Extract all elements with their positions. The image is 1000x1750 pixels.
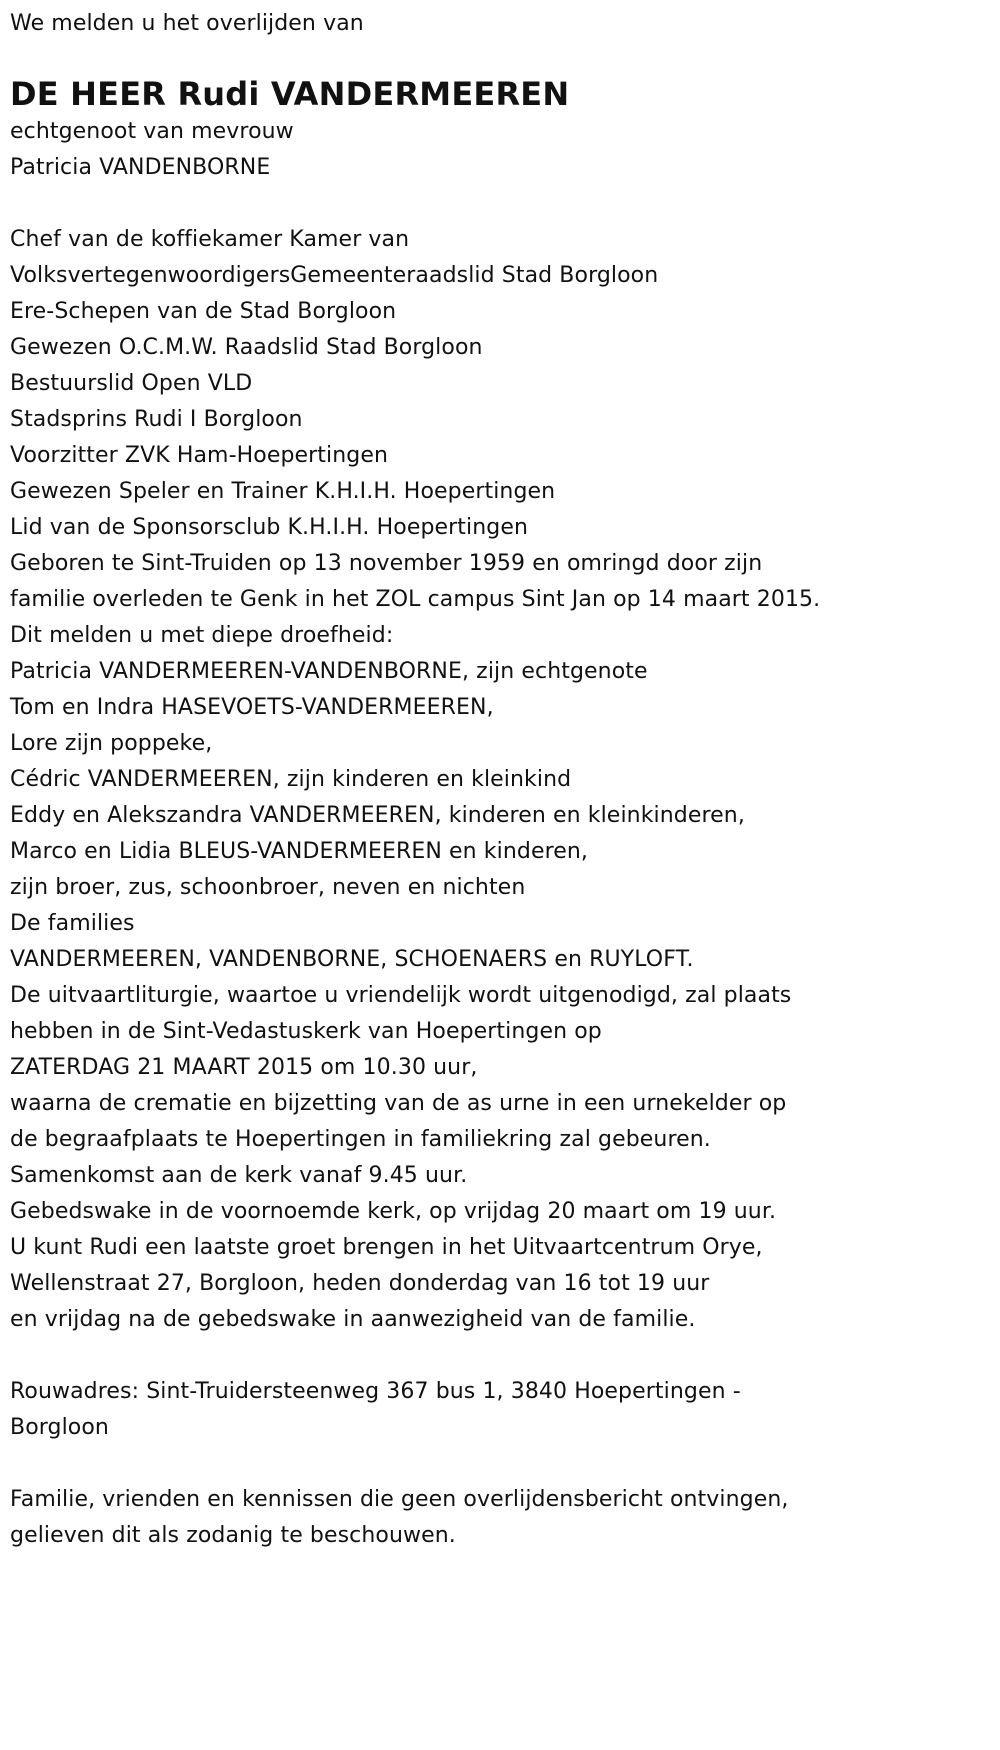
- ceremony-line: waarna de crematie en bijzetting van de as urne in een urnekelder op: [10, 1091, 787, 1116]
- spacer: [10, 1446, 990, 1482]
- title-line: Voorzitter ZVK Ham-Hoepertingen: [10, 443, 389, 468]
- title-line: Bestuurslid Open VLD: [10, 371, 253, 396]
- spacer: [10, 186, 990, 222]
- ceremony-line: hebben in de Sint-Vedastuskerk van Hoepertingen op: [10, 1019, 602, 1044]
- ceremony-line: ZATERDAG 21 MAART 2015 om 10.30 uur,: [10, 1055, 478, 1080]
- ceremony-line: De uitvaartliturgie, waartoe u vriendelijk wordt uitgenodigd, zal plaats: [10, 983, 792, 1008]
- ceremony-details: [10, 978, 990, 1338]
- title-line: Gewezen Speler en Trainer K.H.I.H. Hoepertingen: [10, 479, 556, 504]
- mourner-line: VANDERMEEREN, VANDENBORNE, SCHOENAERS en RUYLOFT.: [10, 947, 694, 972]
- address-line: Rouwadres: Sint-Truidersteenweg 367 bus 1, 3840 Hoepertingen -: [10, 1379, 741, 1404]
- title-line: Gewezen O.C.M.W. Raadslid Stad Borgloon: [10, 335, 483, 360]
- title-line: Stadsprins Rudi I Borgloon: [10, 407, 303, 432]
- mourner-line: Patricia VANDERMEEREN-VANDENBORNE, zijn echtgenote: [10, 659, 648, 684]
- birth-death-line: familie overleden te Genk in het ZOL campus Sint Jan op 14 maart 2015.: [10, 587, 821, 612]
- ceremony-line: de begraafplaats te Hoepertingen in familiekring zal gebeuren.: [10, 1127, 711, 1152]
- spouse-name: Patricia VANDENBORNE: [10, 155, 271, 180]
- intro-text: We melden u het overlijden van: [10, 11, 364, 36]
- closing-line: Familie, vrienden en kennissen die geen overlijdensbericht ontvingen,: [10, 1487, 789, 1512]
- ceremony-line: U kunt Rudi een laatste groet brengen in het Uitvaartcentrum Orye,: [10, 1235, 763, 1260]
- title-line: Lid van de Sponsorsclub K.H.I.H. Hoepertingen: [10, 515, 529, 540]
- spouse-label: echtgenoot van mevrouw: [10, 119, 294, 144]
- mourner-line: Lore zijn poppeke,: [10, 731, 213, 756]
- titles-list: [10, 222, 990, 546]
- mourner-line: Marco en Lidia BLEUS-VANDERMEEREN en kinderen,: [10, 839, 589, 864]
- birth-death-line: Geboren te Sint-Truiden op 13 november 1959 en omringd door zijn: [10, 551, 763, 576]
- mourner-line: Cédric VANDERMEEREN, zijn kinderen en kleinkind: [10, 767, 572, 792]
- ceremony-line: Wellenstraat 27, Borgloon, heden donderdag van 16 tot 19 uur: [10, 1271, 710, 1296]
- mourner-line: De families: [10, 911, 135, 936]
- title-line: Ere-Schepen van de Stad Borgloon: [10, 299, 397, 324]
- title-line: Chef van de koffiekamer Kamer van: [10, 227, 410, 252]
- mourning-address: [10, 1374, 990, 1446]
- mourner-line: Tom en Indra HASEVOETS-VANDERMEEREN,: [10, 695, 494, 720]
- mourners-intro: Dit melden u met diepe droefheid:: [10, 623, 394, 648]
- closing-note: [10, 1482, 990, 1554]
- ceremony-line: en vrijdag na de gebedswake in aanwezigheid van de familie.: [10, 1307, 696, 1332]
- ceremony-line: Samenkomst aan de kerk vanaf 9.45 uur.: [10, 1163, 468, 1188]
- mourner-line: Eddy en Alekszandra VANDERMEEREN, kinderen en kleinkinderen,: [10, 803, 745, 828]
- birth-death-info: [10, 546, 990, 618]
- title-line: VolksvertegenwoordigersGemeenteraadslid Stad Borgloon: [10, 263, 659, 288]
- spacer: [10, 1338, 990, 1374]
- address-line: Borgloon: [10, 1415, 109, 1440]
- mourners-list: [10, 654, 990, 978]
- mourner-line: zijn broer, zus, schoonbroer, neven en nichten: [10, 875, 526, 900]
- ceremony-line: Gebedswake in de voornoemde kerk, op vrijdag 20 maart om 19 uur.: [10, 1199, 777, 1224]
- closing-line: gelieven dit als zodanig te beschouwen.: [10, 1523, 456, 1548]
- deceased-name-heading: DE HEER Rudi VANDERMEEREN: [10, 75, 570, 113]
